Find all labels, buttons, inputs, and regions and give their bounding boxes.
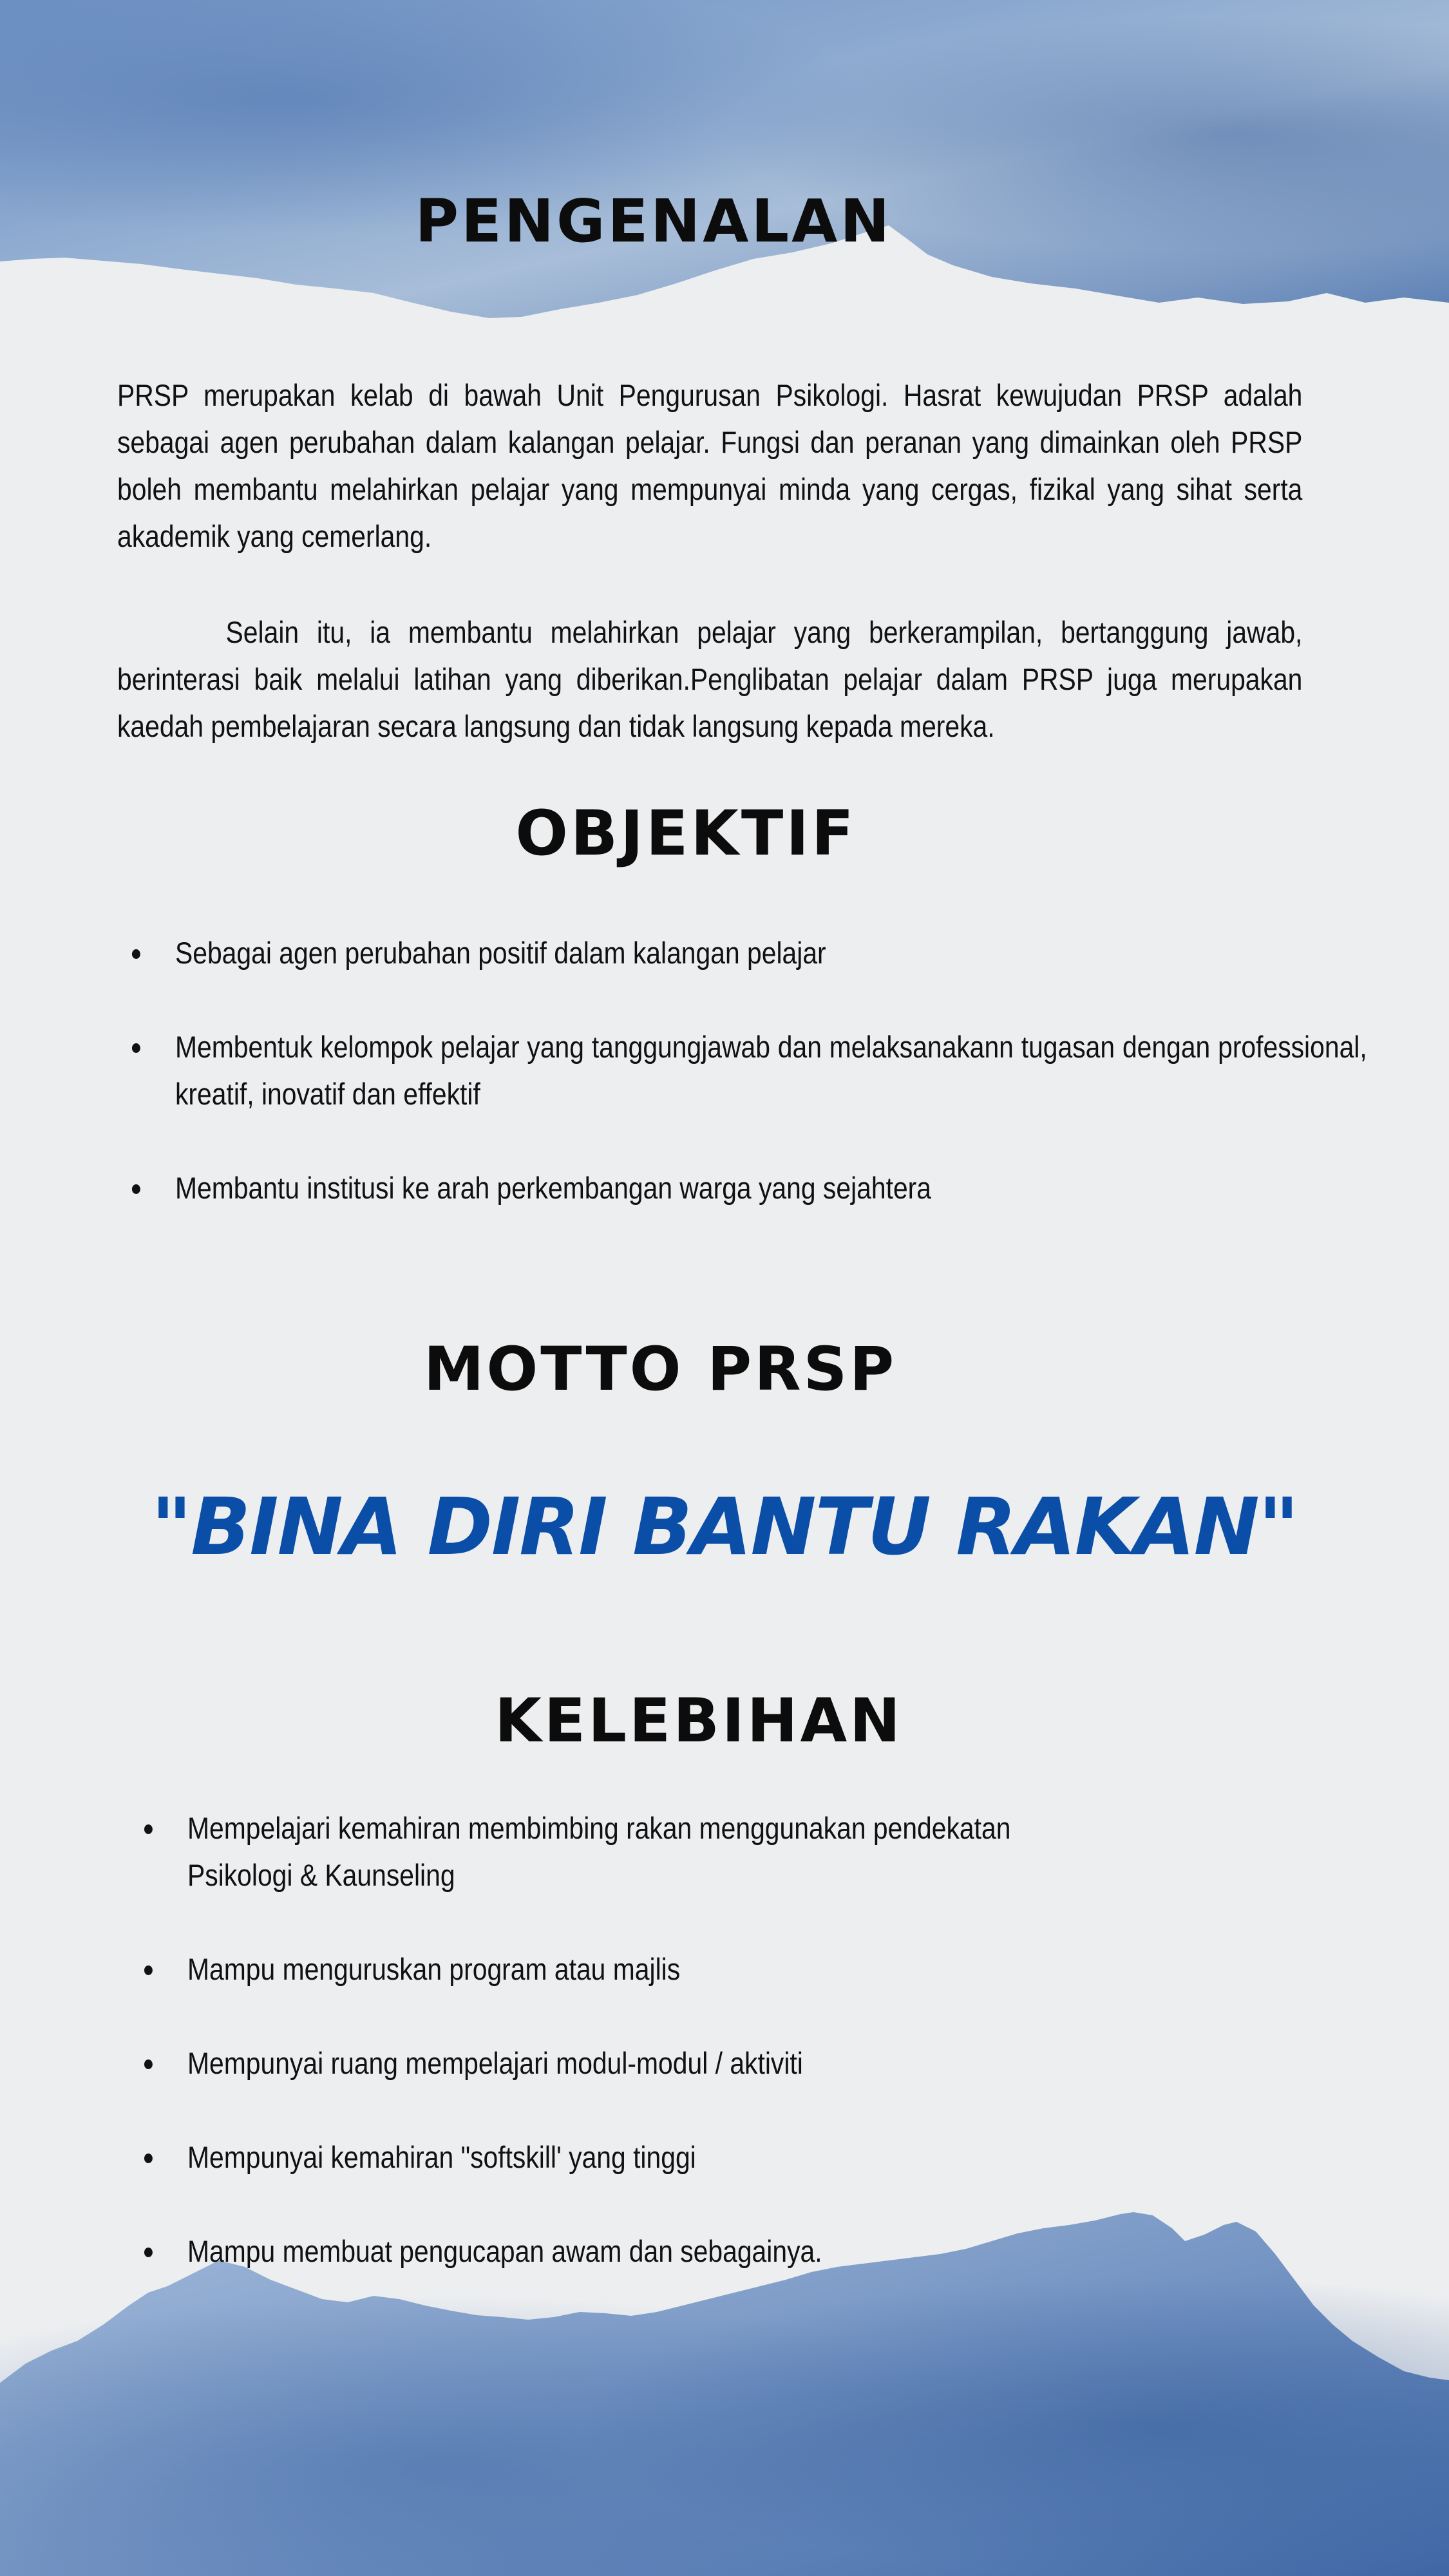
bullet-icon: [132, 1184, 140, 1194]
list-item: [175, 930, 1367, 977]
list-item-text: Mempelajari kemahiran membimbing rakan menggunakan pendekatan Psikologi & Kaunseling: [187, 1812, 1011, 1893]
bullet-icon: [144, 2060, 153, 2069]
top-watercolor-background: [0, 0, 1449, 335]
list-item-text: Sebagai agen perubahan positif dalam kalangan pelajar: [175, 936, 826, 971]
list-item: [187, 1805, 1118, 1899]
list-item: [187, 1946, 1118, 1993]
list-item: [187, 2228, 1118, 2275]
list-item-text: Mempunyai ruang mempelajari modul-modul / aktiviti: [187, 2047, 803, 2081]
list-item: [175, 1024, 1367, 1118]
bullet-icon: [144, 1824, 153, 1834]
bullet-icon: [132, 1043, 140, 1053]
list-item-text: Mempunyai kemahiran "softskill' yang tinggi: [187, 2141, 696, 2175]
objektif-list: [175, 930, 1367, 1259]
objektif-heading: OBJEKTIF: [515, 797, 857, 869]
bullet-icon: [144, 1965, 153, 1975]
list-item-text: Mampu membuat pengucapan awam dan sebagainya.: [187, 2235, 822, 2269]
pengenalan-paragraph-1: PRSP merupakan kelab di bawah Unit Pengurusan Psikologi. Hasrat kewujudan PRSP adalah sebagai agen perubahan dalam kalangan pelajar. Fungsi dan peranan yang dimainkan oleh PRSP boleh membantu melahirkan pelajar yang mempunyai minda yang cergas, fizikal yang sihat serta akademik yang cemerlang.: [117, 379, 1303, 554]
bullet-icon: [132, 949, 140, 959]
motto-heading: MOTTO PRSP: [423, 1334, 897, 1405]
pengenalan-paragraph-2: Selain itu, ia membantu melahirkan pelajar yang berkerampilan, bertanggung jawab, berinterasi baik melalui latihan yang diberikan.Penglibatan pelajar dalam PRSP juga merupakan kaedah pembelajaran secara langsung dan tidak langsung kepada mereka.: [117, 616, 1303, 744]
pengenalan-heading: PENGENALAN: [415, 187, 893, 256]
list-item: [175, 1165, 1367, 1212]
motto-text: "BINA DIRI BANTU RAKAN": [151, 1481, 1298, 1573]
bullet-icon: [144, 2248, 153, 2257]
list-item-text: Mampu menguruskan program atau majlis: [187, 1953, 681, 1987]
kelebihan-list: [187, 1805, 1118, 2322]
bullet-icon: [144, 2154, 153, 2163]
list-item-text: Membentuk kelompok pelajar yang tanggungjawab dan melaksanakann tugasan dengan professional, kreatif, inovatif dan effektif: [175, 1030, 1367, 1112]
list-item: [187, 2040, 1118, 2087]
list-item-text: Membantu institusi ke arah perkembangan warga yang sejahtera: [175, 1171, 931, 1206]
list-item: [187, 2134, 1118, 2181]
kelebihan-heading: KELEBIHAN: [495, 1686, 903, 1756]
